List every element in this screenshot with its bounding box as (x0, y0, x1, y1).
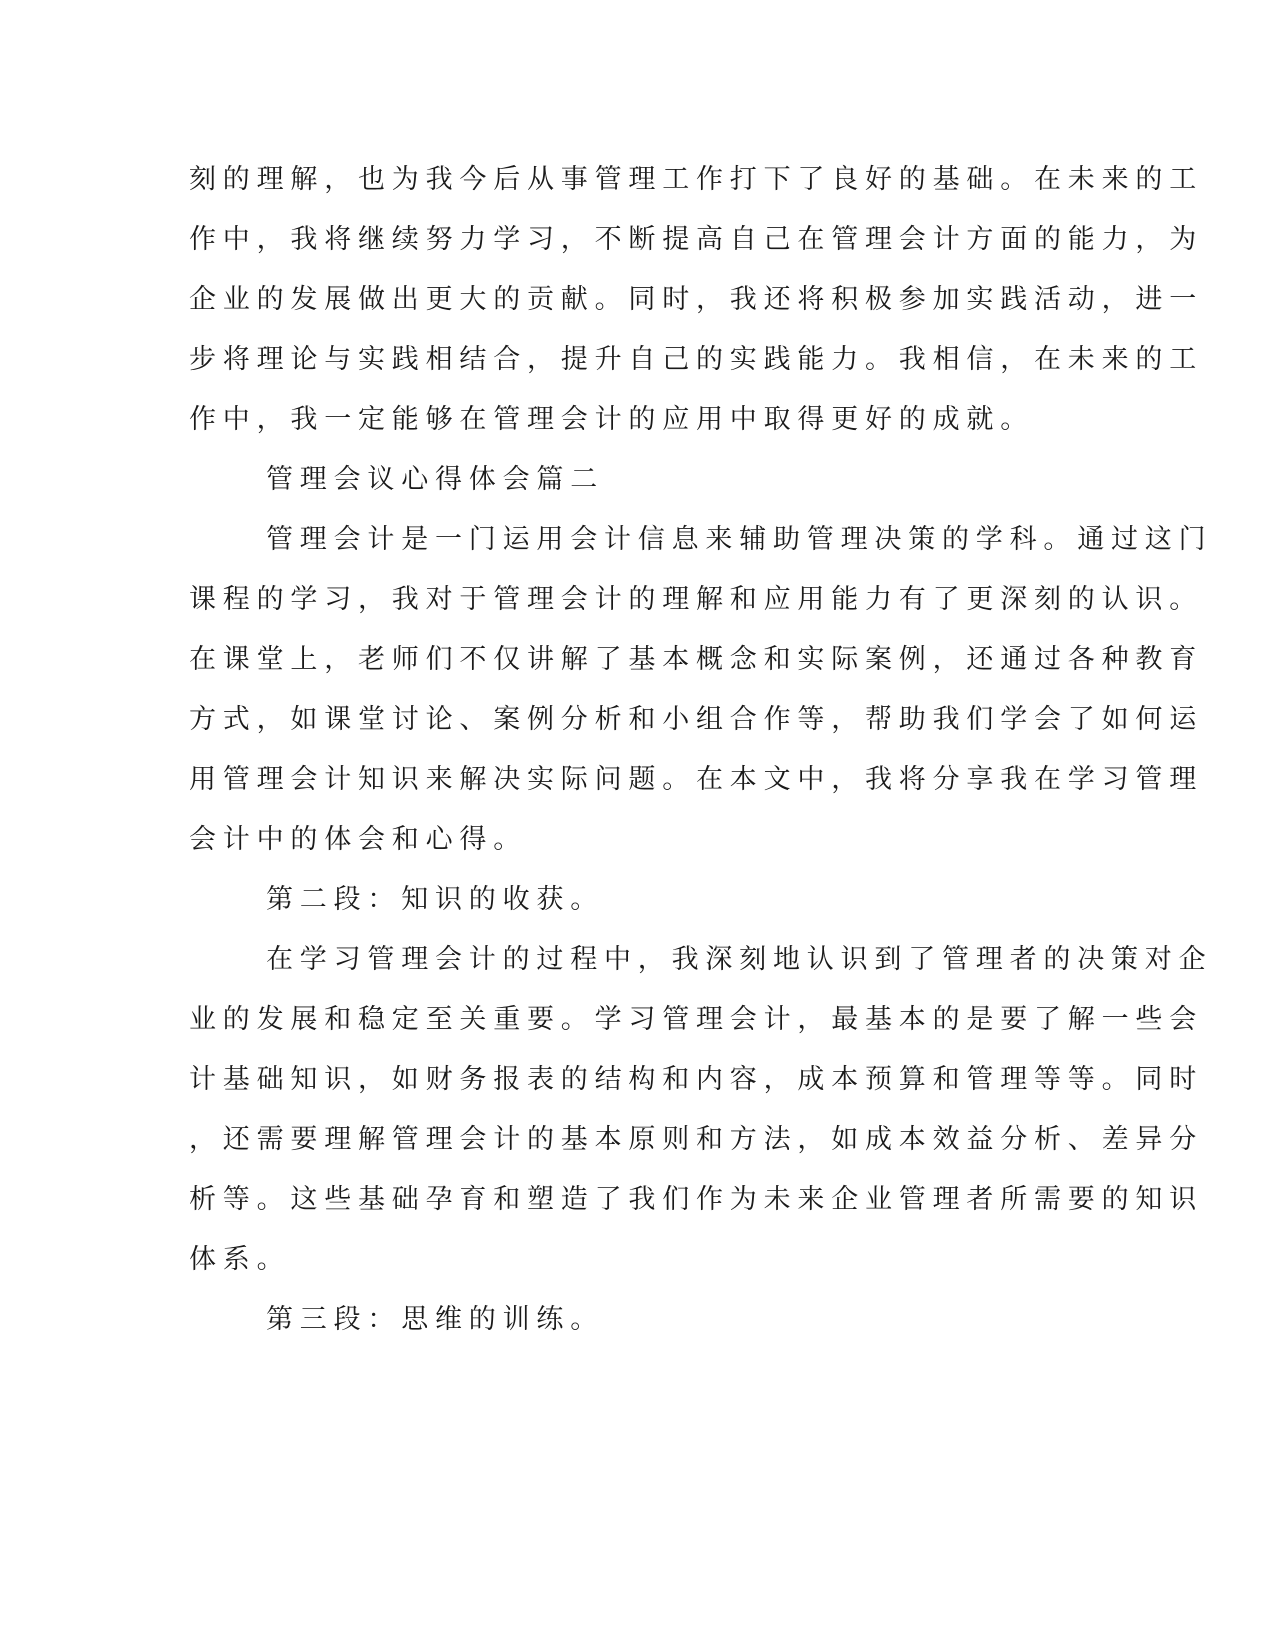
section-heading: 第三段：思维的训练。 (266, 1304, 604, 1335)
text-line: 作中，我将继续努力学习，不断提高自己在管理会计方面的能力，为 (189, 224, 1203, 255)
section-heading: 第二段：知识的收获。 (266, 884, 604, 915)
text-line: 体系。 (189, 1244, 291, 1275)
text-line: 业的发展和稳定至关重要。学习管理会计，最基本的是要了解一些会 (189, 1004, 1203, 1035)
text-line: 在课堂上，老师们不仅讲解了基本概念和实际案例，还通过各种教育 (189, 644, 1203, 675)
text-line: 用管理会计知识来解决实际问题。在本文中，我将分享我在学习管理 (189, 764, 1203, 795)
text-line: 刻的理解，也为我今后从事管理工作打下了良好的基础。在未来的工 (189, 164, 1203, 195)
text-line: ，还需要理解管理会计的基本原则和方法，如成本效益分析、差异分 (189, 1124, 1203, 1155)
text-line: 管理会计是一门运用会计信息来辅助管理决策的学科。通过这门 (266, 524, 1213, 555)
text-line: 课程的学习，我对于管理会计的理解和应用能力有了更深刻的认识。 (189, 584, 1203, 615)
section-heading: 管理会议心得体会篇二 (266, 464, 604, 495)
text-line: 步将理论与实践相结合，提升自己的实践能力。我相信，在未来的工 (189, 344, 1203, 375)
text-line: 方式，如课堂讨论、案例分析和小组合作等，帮助我们学会了如何运 (189, 704, 1203, 735)
text-line: 会计中的体会和心得。 (189, 824, 527, 855)
text-line: 作中，我一定能够在管理会计的应用中取得更好的成就。 (189, 404, 1034, 435)
text-line: 在学习管理会计的过程中，我深刻地认识到了管理者的决策对企 (266, 944, 1213, 975)
text-line: 析等。这些基础孕育和塑造了我们作为未来企业管理者所需要的知识 (189, 1184, 1203, 1215)
text-line: 企业的发展做出更大的贡献。同时，我还将积极参加实践活动，进一 (189, 284, 1203, 315)
text-line: 计基础知识，如财务报表的结构和内容，成本预算和管理等等。同时 (189, 1064, 1203, 1095)
